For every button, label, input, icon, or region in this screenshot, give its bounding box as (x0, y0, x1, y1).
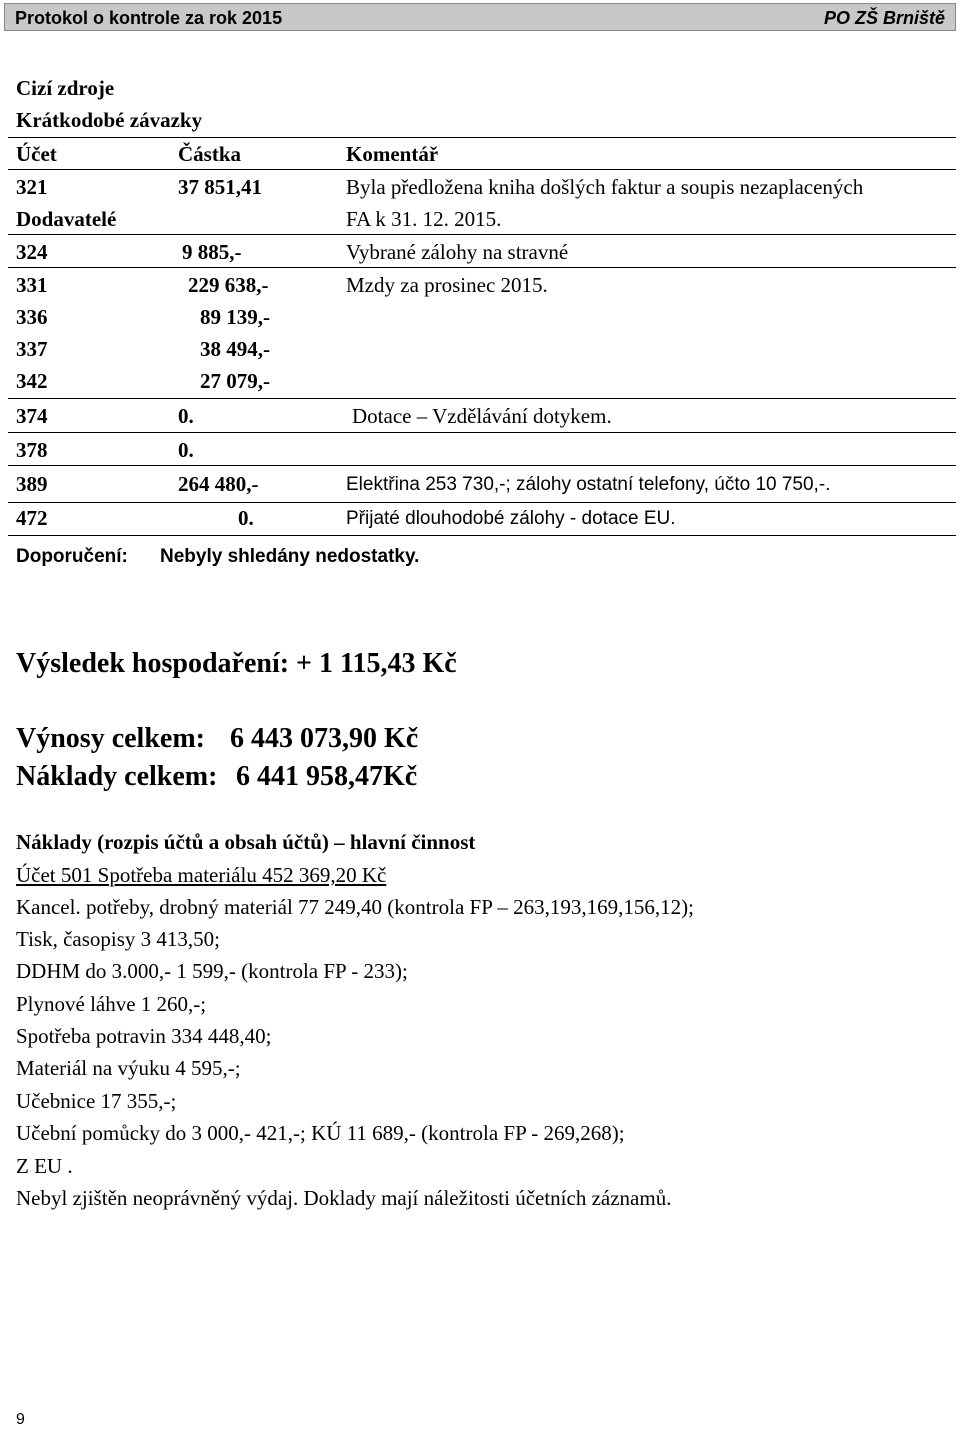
account-389: 389 (16, 472, 48, 496)
col-header-amount: Částka (178, 142, 242, 166)
account-324: 324 (16, 240, 48, 264)
table-line (8, 465, 956, 466)
page-number: 9 (16, 1411, 25, 1428)
comment-389: Elektřina 253 730,-; zálohy ostatní telefony, účto 10 750,-. (346, 474, 831, 495)
costs-conclusion: Nebyl zjištěn neoprávněný výdaj. Doklady mají náležitosti účetních záznamů. (16, 1186, 672, 1210)
amount-389: 264 480,- (178, 472, 259, 496)
costs-line: Tisk, časopisy 3 413,50; (16, 927, 221, 951)
account-336: 336 (16, 305, 48, 329)
table-line (8, 137, 956, 138)
table-line (8, 502, 956, 503)
costs-line: Účet 501 Spotřeba materiálu 452 369,20 Kč (16, 863, 387, 887)
account-331: 331 (16, 273, 48, 297)
recommendation-text: Nebyly shledány nedostatky. (160, 546, 420, 567)
costs-line: Učebnice 17 355,-; (16, 1089, 177, 1113)
comment-wages: Mzdy za prosinec 2015. (346, 273, 548, 297)
amount-342: 27 079,- (200, 369, 270, 393)
table-line (8, 398, 956, 399)
comment-374: Dotace – Vzdělávání dotykem. (352, 404, 612, 428)
account-321: 321 (16, 175, 48, 199)
amount-472: 0. (238, 506, 254, 530)
costs-label: Náklady celkem: (16, 761, 218, 792)
costs-line: Materiál na výuku 4 595,-; (16, 1056, 241, 1080)
col-header-comment: Komentář (346, 142, 439, 166)
amount-321: 37 851,41 (178, 175, 262, 199)
account-472: 472 (16, 506, 48, 530)
account-378: 378 (16, 438, 48, 462)
costs-line: DDHM do 3.000,- 1 599,- (kontrola FP - 233); (16, 959, 408, 983)
costs-line: Kancel. potřeby, drobný materiál 77 249,40 (kontrola FP – 263,193,169,156,12); (16, 895, 694, 919)
section-subtitle: Krátkodobé závazky (16, 108, 203, 132)
costs-line: Spotřeba potravin 334 448,40; (16, 1024, 272, 1048)
costs-line: Učební pomůcky do 3 000,- 421,-; KÚ 11 689,- (kontrola FP - 269,268); (16, 1121, 625, 1145)
amount-331: 229 638,- (188, 273, 269, 297)
amount-374: 0. (178, 404, 194, 428)
amount-378: 0. (178, 438, 194, 462)
table-line (8, 432, 956, 433)
costs-heading: Náklady (rozpis účtů a obsah účtů) – hlavní činnost (16, 830, 476, 854)
costs-line: Plynové láhve 1 260,-; (16, 992, 207, 1016)
page-header (4, 3, 956, 31)
header-school: PO ZŠ Brniště (823, 8, 945, 28)
costs-value: 6 441 958,47Kč (236, 761, 418, 792)
account-337: 337 (16, 337, 48, 361)
account-342: 342 (16, 369, 48, 393)
table-line (8, 169, 956, 170)
amount-324: 9 885,- (182, 240, 242, 264)
revenue-label: Výnosy celkem: (16, 723, 205, 754)
table-line (8, 234, 956, 235)
col-header-account: Účet (16, 142, 57, 166)
comment-321-line1: Byla předložena kniha došlých faktur a soupis nezaplacených (346, 175, 864, 199)
recommendation-label: Doporučení: (16, 546, 128, 567)
account-374: 374 (16, 404, 48, 428)
section-title: Cizí zdroje (16, 76, 115, 100)
revenue-value: 6 443 073,90 Kč (230, 723, 419, 754)
header-title: Protokol o kontrole za rok 2015 (15, 8, 283, 28)
account-321-name: Dodavatelé (16, 207, 117, 231)
table-line (8, 267, 956, 268)
table-line (8, 535, 956, 536)
comment-472: Přijaté dlouhodobé zálohy - dotace EU. (346, 508, 676, 529)
result-line: Výsledek hospodaření: + 1 115,43 Kč (16, 648, 457, 679)
amount-337: 38 494,- (200, 337, 270, 361)
costs-line: Z EU . (16, 1154, 73, 1178)
comment-321-line2: FA k 31. 12. 2015. (346, 207, 502, 231)
amount-336: 89 139,- (200, 305, 270, 329)
comment-324: Vybrané zálohy na stravné (346, 240, 569, 264)
